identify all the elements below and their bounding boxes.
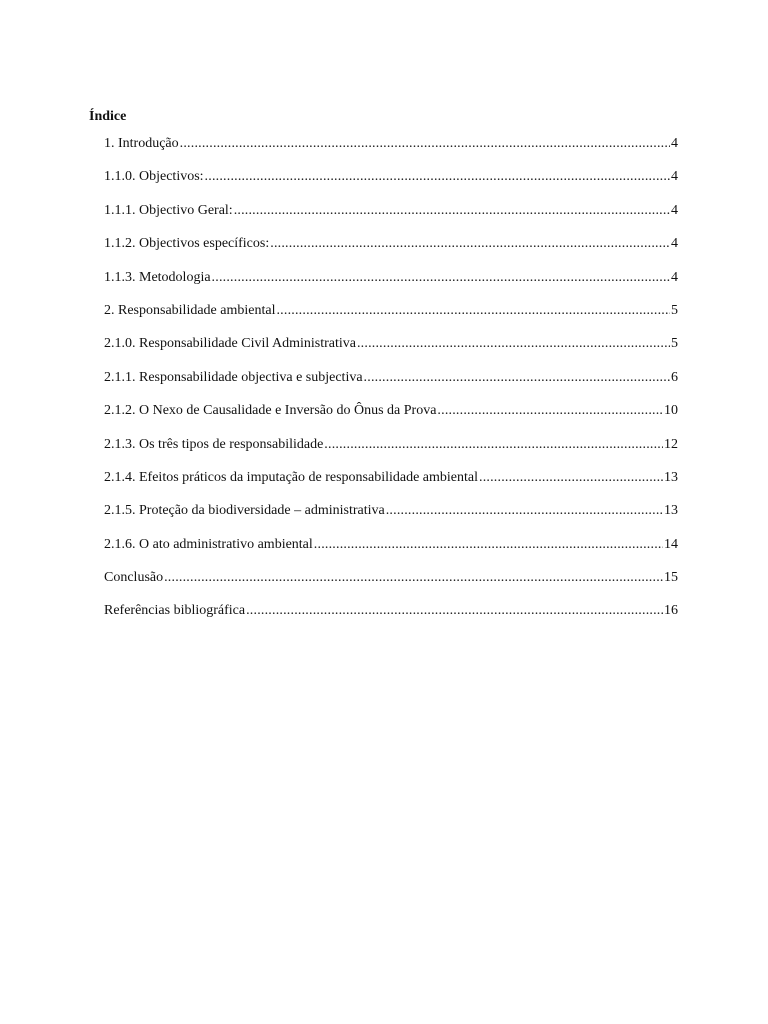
toc-entry-label: 2.1.6. O ato administrativo ambiental — [104, 536, 313, 552]
toc-entry-page: 13 — [664, 469, 678, 485]
toc-entry-page: 6 — [671, 369, 678, 385]
toc-entry-label: 2.1.2. O Nexo de Causalidade e Inversão do Ônus da Prova — [104, 403, 437, 419]
dot-leader — [479, 469, 663, 487]
toc-entry-page: 12 — [664, 436, 678, 452]
dot-leader — [364, 369, 670, 387]
toc-entry — [104, 536, 678, 569]
toc-entry — [104, 269, 678, 302]
toc-entry — [104, 135, 678, 168]
toc-entry — [104, 602, 678, 635]
toc-entry-page: 5 — [671, 336, 678, 352]
toc-entry-page: 13 — [664, 503, 678, 519]
dot-leader — [324, 436, 663, 454]
toc-entry-label: 2.1.3. Os três tipos de responsabilidade — [104, 436, 324, 452]
dot-leader — [270, 235, 670, 253]
dot-leader — [437, 402, 663, 420]
toc-entry — [104, 402, 678, 435]
toc-entry-page: 4 — [671, 202, 678, 218]
toc-entry-label: 2.1.0. Responsabilidade Civil Administrativa — [104, 336, 356, 352]
dot-leader — [386, 502, 663, 520]
toc-entry — [104, 369, 678, 402]
toc-entry-page: 4 — [671, 169, 678, 185]
toc-entry-label: Conclusão — [104, 570, 164, 586]
dot-leader — [164, 569, 663, 587]
toc-entry — [104, 436, 678, 469]
toc-entry-label: 2. Responsabilidade ambiental — [104, 302, 276, 318]
toc-entry-page: 15 — [664, 570, 678, 586]
dot-leader — [246, 602, 663, 620]
dot-leader — [276, 302, 670, 320]
toc-entry — [104, 469, 678, 502]
toc-entry-page: 14 — [664, 536, 678, 552]
dot-leader — [205, 168, 670, 186]
toc-entry-label: Referências bibliográfica — [104, 603, 246, 619]
toc-entry-page: 5 — [671, 302, 678, 318]
toc-entry-label: 2.1.5. Proteção da biodiversidade – administrativa — [104, 503, 385, 519]
toc-entry — [104, 335, 678, 368]
toc-entry — [104, 235, 678, 268]
toc-title: Índice — [89, 109, 127, 124]
dot-leader — [180, 135, 670, 153]
toc-list — [104, 135, 678, 636]
dot-leader — [234, 202, 670, 220]
toc-entry — [104, 202, 678, 235]
toc-entry-page: 16 — [664, 603, 678, 619]
toc-entry-label: 1.1.1. Objectivo Geral: — [104, 202, 233, 218]
dot-leader — [357, 335, 670, 353]
toc-entry — [104, 569, 678, 602]
toc-entry-page: 10 — [664, 403, 678, 419]
toc-entry-label: 2.1.1. Responsabilidade objectiva e subjectiva — [104, 369, 363, 385]
toc-entry-label: 1. Introdução — [104, 136, 179, 151]
toc-entry — [104, 168, 678, 201]
toc-entry-page: 4 — [671, 236, 678, 252]
toc-entry-label: 1.1.3. Metodologia — [104, 269, 211, 285]
toc-entry — [104, 502, 678, 535]
toc-entry-page: 4 — [671, 136, 678, 151]
toc-entry-label: 1.1.2. Objectivos específicos: — [104, 236, 270, 252]
toc-entry — [104, 302, 678, 335]
dot-leader — [314, 536, 663, 554]
dot-leader — [212, 269, 670, 287]
toc-entry-label: 1.1.0. Objectivos: — [104, 169, 204, 185]
toc-entry-page: 4 — [671, 269, 678, 285]
toc-entry-label: 2.1.4. Efeitos práticos da imputação de responsabilidade ambiental — [104, 469, 478, 485]
